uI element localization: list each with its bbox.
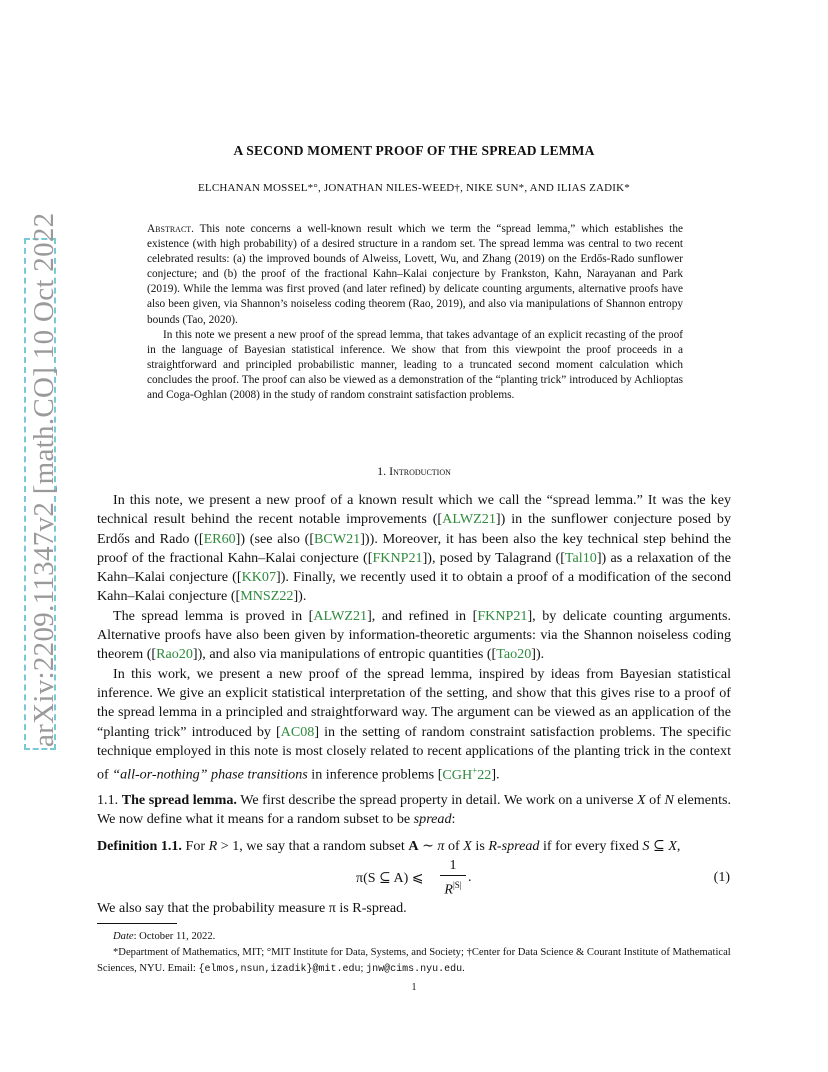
text-run: ]). xyxy=(531,646,545,663)
citation-superscript: + xyxy=(472,765,478,776)
math-symbol: π xyxy=(437,838,445,854)
emphasis-phrase: “all-or-nothing” phase transitions xyxy=(112,766,308,783)
text-run: We first describe the spread property in detail. We work on a universe xyxy=(236,792,638,808)
text-run: ]) (see also ([ xyxy=(235,530,315,547)
citation-year: 22 xyxy=(477,766,492,783)
math-symbol: A xyxy=(408,838,419,854)
citation-key: CGH xyxy=(442,766,473,783)
page-number: 1 xyxy=(411,982,417,993)
text-run: of xyxy=(444,838,464,854)
text-run: ] in the setting of random constraint satisfaction problems. The specific technique employed in this note is most closely related to recent applications of the planting trick in the context of xyxy=(97,723,732,783)
citation-link[interactable]: Rao20 xyxy=(156,646,193,663)
text-run: , xyxy=(676,838,681,854)
equation-fraction xyxy=(438,858,468,900)
citation-link[interactable]: BCW21 xyxy=(314,530,361,547)
text-run: elements. We now define what it means for a random subset to be xyxy=(97,792,731,828)
math-symbol: S xyxy=(642,838,650,854)
text-run: . xyxy=(462,962,465,974)
section-heading-text: 1. Introduction xyxy=(377,464,451,478)
email-address[interactable]: jnw@cims.nyu.edu xyxy=(366,963,463,975)
emphasis-word: spread xyxy=(413,811,452,828)
text-run: > 1, we say that a random subset xyxy=(217,838,409,854)
date-label: Date xyxy=(113,931,134,942)
math-symbol: N xyxy=(664,792,674,808)
abstract xyxy=(147,222,683,403)
text-run: ]). Finally, we recently used it to obtain a proof of a modification of the second Kahn–Kalai conjecture ([ xyxy=(97,569,732,605)
text-run: In this work, we present a new proof of the spread lemma, inspired by ideas from Bayesian statistical inference. We give an explicit statistical interpretation of the setting, and show that this gives rise to a proof of the spread lemma in a principled and straightforward way. The argument can be viewed as an application of the “planting trick” introduced by [ xyxy=(97,665,731,740)
text-run: ; xyxy=(360,962,367,974)
text-run: ]. xyxy=(491,766,500,783)
definition-paragraph xyxy=(97,837,731,856)
section-heading xyxy=(0,464,828,479)
citation-link[interactable]: ALWZ21 xyxy=(313,607,368,624)
text-run: : xyxy=(451,811,456,828)
text-run: ]), and also via manipulations of entropic quantities ([ xyxy=(192,646,497,663)
text-run: ]). xyxy=(293,588,307,605)
fraction-numerator: 1 xyxy=(449,858,457,873)
text-run: ]) in the sunflower conjecture posed by Erdős and Rado ([ xyxy=(97,511,732,547)
intro-paragraph-1 xyxy=(97,491,731,607)
affiliation-text: *Department of Mathematics, MIT; °MIT Institute for Data, Systems, and Society; †Center for Data Science & Courant Institute of Mathematical Sciences, NYU. Email: xyxy=(97,947,731,974)
citation-link[interactable]: ER60 xyxy=(203,530,236,547)
abstract-paragraph-1: This note concerns a well-known result which we term the “spread lemma,” which establishes the existence (with high probability) of a desired structure in a random set. The spread lemma was central to two recent celebrated results: (a) the improved bounds of Alweiss, Lovett, Wu, and Zhang (2019) on the Erdős-Rado sunflower conjecture; and (b) the proof of the fractional Kahn–Kalai conjecture by Frankston, Kahn, Narayanan and Park (2019). While the lemma was first proved (and later refined) by delicate counting arguments, alternative proofs have also been given, via Shannon’s noiseless coding theorem (Rao, 2019), and also via manipulations of Shannon entropy bounds (Tao, 2020). xyxy=(147,223,683,326)
math-symbol: X xyxy=(463,838,472,854)
subsection-number: 1.1. xyxy=(97,792,119,808)
text-run: ]) as a relaxation of the Kahn–Kalai conjecture ([ xyxy=(97,549,731,586)
math-symbol: R xyxy=(208,838,218,854)
equation-number: (1) xyxy=(713,870,730,885)
citation-link[interactable]: KK07 xyxy=(241,569,277,586)
definition-1-1 xyxy=(97,837,731,856)
text-run: For xyxy=(181,838,209,854)
author-list: ELCHANAN MOSSEL*°, JONATHAN NILES-WEED†, NIKE SUN*, AND ILIAS ZADIK* xyxy=(198,182,630,194)
fraction-denominator xyxy=(438,876,468,900)
text-run: The spread lemma is proved in [ xyxy=(113,607,314,624)
subsection-title: The spread lemma. xyxy=(121,792,237,808)
equation-lhs: π(S ⊆ A) ⩽ xyxy=(356,871,424,886)
footnote-date xyxy=(97,929,731,945)
citation-link[interactable]: Tal10 xyxy=(564,549,597,566)
math-symbol: X xyxy=(637,792,646,808)
text-run: of xyxy=(645,792,665,808)
citation-link[interactable] xyxy=(442,767,491,783)
arxiv-identifier-text: arXiv:2209.11347v2 [math.CO] 10 Oct 2022 xyxy=(28,212,60,747)
text-run: ], by delicate counting arguments. Alternative proofs have also been given by information-theoretic arguments: via the Shannon noiseless coding theorem ([ xyxy=(97,607,731,663)
equation-period: . xyxy=(468,870,472,885)
citation-link[interactable]: FKNP21 xyxy=(477,607,528,624)
abstract-paragraph-2: In this note we present a new proof of the spread lemma, that takes advantage of an explicit recasting of the proof in the language of Bayesian statistical inference. We show that from this viewpoint the proof proceeds in a straightforward and principled probabilistic manner, leading to a truncated second moment calculation which concludes the proof. The proof can also be viewed as a demonstration of the “planting trick” introduced by Achlioptas and Coga-Oghlan (2008) in the study of random constraint satisfaction problems. xyxy=(147,328,683,402)
citation-link[interactable]: ALWZ21 xyxy=(442,511,496,528)
math-symbol: R xyxy=(444,882,453,898)
text-run: is xyxy=(471,838,489,854)
text-run: ⊆ xyxy=(649,838,669,854)
citation-link[interactable]: MNSZ22 xyxy=(240,588,294,605)
text-run: In this note, we present a new proof of a known result which we call the “spread lemma.” It was the key technical result behind the recent notable improvements ([ xyxy=(97,492,731,528)
after-equation-text: We also say that the probability measure π is R-spread. xyxy=(97,900,407,916)
subsection-paragraph xyxy=(97,791,731,830)
equation-1 xyxy=(0,856,828,896)
footnote-affiliations xyxy=(97,945,731,977)
definition-label: Definition 1.1. xyxy=(97,838,182,854)
paper-title: A SECOND MOMENT PROOF OF THE SPREAD LEMMA xyxy=(233,143,595,158)
intro-body xyxy=(97,491,731,785)
text-run: ], and refined in [ xyxy=(367,607,478,624)
email-address[interactable]: {elmos,nsun,izadik}@mit.edu xyxy=(198,963,361,975)
text-run: in inference problems [ xyxy=(307,766,443,783)
emphasis-term: R-spread xyxy=(488,838,540,854)
intro-paragraph-2 xyxy=(97,607,731,665)
date-value: : October 11, 2022. xyxy=(133,931,216,942)
text-run: ])). Moreover, it has been also the key technical step behind the proof of the fractional Kahn–Kalai conjecture ([ xyxy=(97,530,732,566)
text-run: ∼ xyxy=(418,838,438,854)
footnote-rule xyxy=(97,923,177,924)
abstract-label: Abstract. xyxy=(147,223,194,235)
math-symbol: X xyxy=(668,838,677,854)
citation-link[interactable]: Tao20 xyxy=(496,646,532,663)
text-run: ]), posed by Talagrand ([ xyxy=(422,549,565,566)
citation-link[interactable]: AC08 xyxy=(280,723,315,740)
exponent: |S| xyxy=(452,880,462,890)
subsection-1-1 xyxy=(97,791,731,830)
citation-link[interactable]: FKNP21 xyxy=(372,549,423,566)
text-run: if for every fixed xyxy=(539,838,643,854)
intro-paragraph-3 xyxy=(97,665,731,785)
